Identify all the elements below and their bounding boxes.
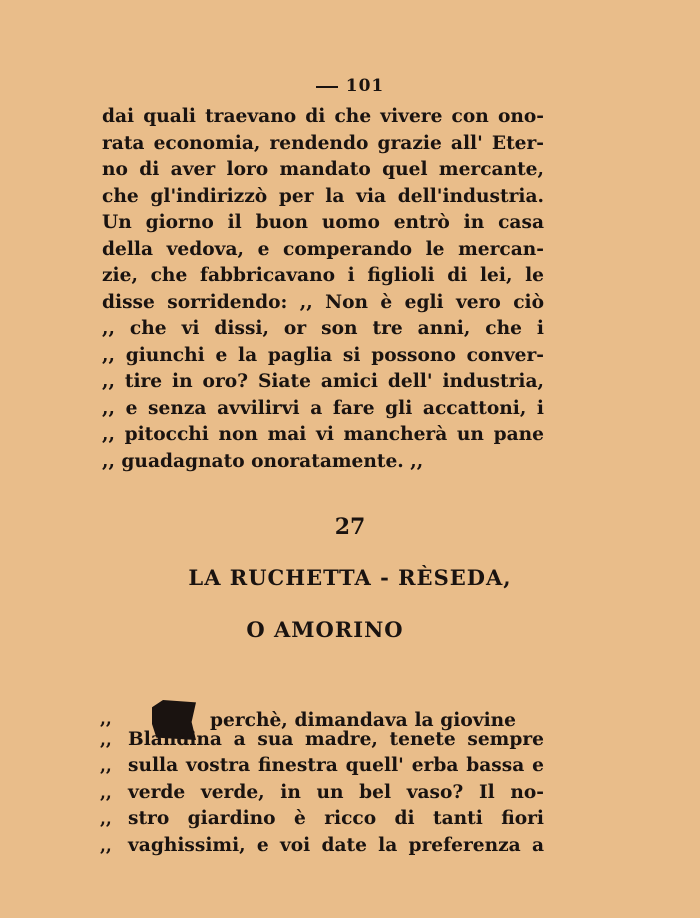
story-line-text: sulla vostra finestra quell' erba bassa e	[128, 755, 544, 776]
story-line-text: vaghissimi, e voi date la preferenza a	[128, 834, 544, 856]
story-paragraph	[100, 700, 544, 859]
text-line: ,, e senza avvilirvi a fare gli accattoni, i	[102, 397, 544, 419]
text-line: disse sorridendo: ,, Non è egli vero ciò	[102, 291, 544, 313]
quote-mark: ,,	[100, 729, 112, 750]
story-line	[100, 806, 544, 833]
story-first-line-text: perchè, dimandava la giovine	[210, 710, 516, 731]
story-line	[100, 753, 544, 780]
quote-mark: ,,	[100, 809, 112, 829]
quote-mark: ,,	[100, 756, 112, 776]
text-line: ,, tire in oro? Siate amici dell' industria,	[102, 371, 544, 392]
page-number-dash	[316, 86, 338, 88]
story-first-line	[100, 700, 544, 731]
story-line-text: verde verde, in un bel vaso? Il no-	[128, 781, 544, 803]
text-line: ,, guadagnato onoratamente. ,,	[102, 450, 424, 472]
text-line: dai quali traevano di che vivere con ono-	[102, 106, 544, 127]
text-line: zie, che fabbricavano i figlioli di lei, le	[102, 265, 544, 286]
story-line	[100, 833, 544, 860]
story-line-text: stro giardino è ricco di tanti fiori	[128, 808, 544, 829]
quote-mark: ,,	[100, 709, 112, 729]
text-line: della vedova, e comperando le mercan-	[102, 238, 544, 260]
text-line: no di aver loro mandato quel mercante,	[102, 159, 544, 180]
text-line: rata economia, rendendo grazie all' Eter-	[102, 132, 544, 154]
text-line: ,, che vi dissi, or son tre anni, che i	[102, 318, 544, 339]
quote-mark: ,,	[100, 782, 112, 803]
page-number	[0, 76, 700, 96]
text-line: ,, pitocchi non mai vi mancherà un pane	[102, 424, 544, 445]
story-line	[100, 727, 544, 754]
section-subtitle: O AMORINO	[246, 617, 404, 642]
body-paragraph	[102, 104, 544, 475]
page-number-text: 101	[345, 76, 385, 96]
text-line: Un giorno il buon uomo entrò in casa	[102, 212, 544, 233]
story-line	[100, 780, 544, 807]
text-line: che gl'indirizzò per la via dell'industria.	[102, 185, 544, 207]
section-title: LA RUCHETTA - RÈSEDA,	[188, 565, 512, 590]
story-line-text: Blandina a sua madre, tenete sempre	[128, 728, 544, 750]
text-line: ,, giunchi e la paglia si possono conver-	[102, 344, 544, 366]
quote-mark: ,,	[100, 835, 112, 856]
section-number: 27	[334, 514, 366, 540]
